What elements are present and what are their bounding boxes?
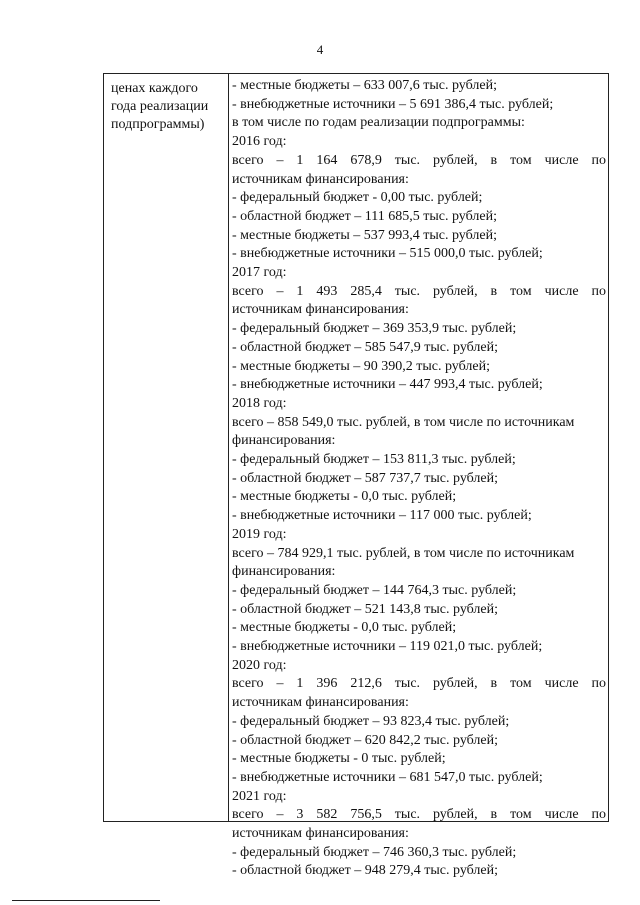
column-divider bbox=[228, 74, 229, 821]
right-cell-line: в том числе по годам реализации подпрограммы: bbox=[232, 115, 525, 131]
right-cell-line: - местные бюджеты – 537 993,4 тыс. рублей; bbox=[232, 227, 497, 243]
left-cell bbox=[111, 80, 223, 134]
page-number: 4 bbox=[316, 42, 324, 57]
right-cell-line: 2020 год: bbox=[232, 657, 287, 673]
right-cell-line: источникам финансирования: bbox=[232, 171, 409, 187]
right-cell-line: всего – 3 582 756,5 тыс. рублей, в том числе по bbox=[232, 807, 606, 823]
right-cell-line: - местные бюджеты - 0,0 тыс. рублей; bbox=[232, 620, 457, 636]
right-cell-line: - внебюджетные источники – 5 691 386,4 тыс. рублей; bbox=[232, 96, 554, 112]
right-cell-line: - областной бюджет – 587 737,7 тыс. рублей; bbox=[232, 470, 498, 486]
right-cell-line: - внебюджетные источники – 117 000 тыс. рублей; bbox=[232, 508, 532, 524]
right-cell-line: 2018 год: bbox=[232, 395, 287, 411]
right-cell-line: - местные бюджеты – 633 007,6 тыс. рублей; bbox=[232, 78, 497, 93]
right-cell-line: всего – 858 549,0 тыс. рублей, в том числе по источникам bbox=[232, 414, 575, 430]
right-cell-line: - областной бюджет – 948 279,4 тыс. рублей; bbox=[232, 863, 498, 879]
right-cell-line: 2016 год: bbox=[232, 134, 287, 150]
right-cell-line: 2017 год: bbox=[232, 265, 287, 281]
right-cell-line: финансирования: bbox=[232, 433, 336, 449]
right-cell-line: - федеральный бюджет – 144 764,3 тыс. рублей; bbox=[232, 582, 517, 598]
right-cell-line: - местные бюджеты - 0 тыс. рублей; bbox=[232, 751, 446, 767]
right-cell-line: - внебюджетные источники – 447 993,4 тыс. рублей; bbox=[232, 377, 543, 393]
left-cell-line: подпрограммы) bbox=[111, 117, 205, 132]
right-cell-line: - федеральный бюджет – 746 360,3 тыс. рублей; bbox=[232, 844, 517, 860]
right-cell-line: - внебюджетные источники – 119 021,0 тыс. рублей; bbox=[232, 639, 543, 655]
right-cell bbox=[232, 77, 606, 881]
right-cell-line: финансирования: bbox=[232, 564, 336, 580]
left-cell-line: ценах каждого bbox=[111, 81, 198, 96]
right-cell-line: 2019 год: bbox=[232, 526, 287, 542]
right-cell-line: - местные бюджеты – 90 390,2 тыс. рублей; bbox=[232, 358, 490, 374]
right-cell-line: источникам финансирования: bbox=[232, 695, 409, 711]
right-cell-line: - местные бюджеты - 0,0 тыс. рублей; bbox=[232, 489, 457, 505]
right-cell-line: всего – 784 929,1 тыс. рублей, в том числе по источникам bbox=[232, 545, 575, 561]
right-cell-line: всего – 1 164 678,9 тыс. рублей, в том числе по bbox=[232, 152, 606, 168]
right-cell-line: всего – 1 493 285,4 тыс. рублей, в том числе по bbox=[232, 283, 606, 299]
right-cell-line: источникам финансирования: bbox=[232, 302, 409, 318]
financing-table bbox=[103, 73, 609, 879]
right-cell-line: - федеральный бюджет – 153 811,3 тыс. рублей; bbox=[232, 452, 516, 468]
right-cell-line: - областной бюджет – 620 842,2 тыс. рублей; bbox=[232, 732, 498, 748]
right-cell-line: источникам финансирования: bbox=[232, 826, 409, 842]
right-cell-line: - областной бюджет – 111 685,5 тыс. рублей; bbox=[232, 208, 497, 224]
right-cell-line: - областной бюджет – 521 143,8 тыс. рублей; bbox=[232, 601, 498, 617]
footnote-rule bbox=[12, 900, 160, 901]
right-cell-line: - федеральный бюджет - 0,00 тыс. рублей; bbox=[232, 190, 483, 206]
right-cell-line: - федеральный бюджет – 369 353,9 тыс. рублей; bbox=[232, 321, 517, 337]
right-cell-line: - областной бюджет – 585 547,9 тыс. рублей; bbox=[232, 339, 498, 355]
right-cell-line: всего – 1 396 212,6 тыс. рублей, в том числе по bbox=[232, 676, 606, 692]
right-cell-line: 2021 год: bbox=[232, 788, 287, 804]
right-cell-line: - внебюджетные источники – 515 000,0 тыс. рублей; bbox=[232, 246, 543, 262]
left-cell-line: года реализации bbox=[111, 99, 209, 114]
right-cell-line: - внебюджетные источники – 681 547,0 тыс. рублей; bbox=[232, 769, 543, 785]
right-cell-line: - федеральный бюджет – 93 823,4 тыс. рублей; bbox=[232, 713, 510, 729]
